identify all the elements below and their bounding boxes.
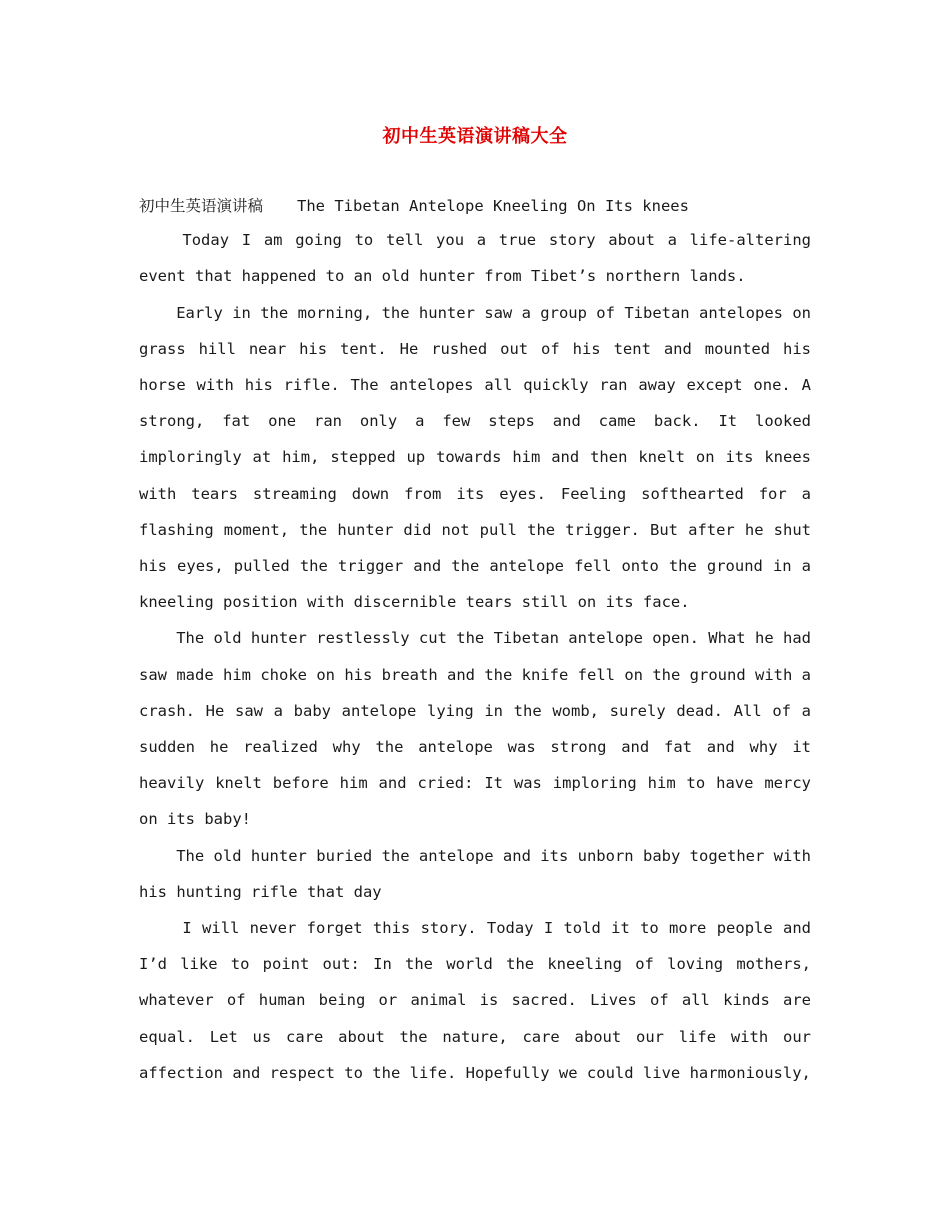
speech-heading-english: The Tibetan Antelope Kneeling On Its knees [297,197,689,215]
paragraph-2: Early in the morning, the hunter saw a group of Tibetan antelopes on grass hill near his tent. He rushed out of his tent and mounted his horse with his rifle. The antelopes all quickly ran away except one. A strong, fat one ran only a few steps and came back. It looked imploringly at him, stepped up towards him and then knelt on its knees with tears streaming down from its eyes. Feeling softhearted for a flashing moment, the hunter did not pull the trigger. But after he shut his eyes, pulled the trigger and the antelope fell onto the ground in a kneeling position with discernible tears still on its face. [139,303,811,612]
document-title: 初中生英语演讲稿大全 [382,126,568,147]
document-body [139,188,811,1091]
paragraph-3: The old hunter restlessly cut the Tibetan antelope open. What he had saw made him choke on his breath and the knife fell on the ground with a crash. He saw a baby antelope lying in the womb, surely dead. All of a sudden he realized why the antelope was strong and fat and why it heavily knelt before him and cried: It was imploring him to have mercy on its baby! [139,629,811,829]
paragraph-5: I will never forget this story. Today I told it to more people and I’d like to point out: In the world the kneeling of loving mothers, whatever of human being or animal is sacred. Lives of all kinds are equal. Let us care about the nature, care about our life with our affection and respect to the life. Hopefully we could live harmoniously, [139,919,811,1082]
paragraph-4: The old hunter buried the antelope and its unborn baby together with his hunting rifle that day [139,846,811,901]
paragraph-1: Today I am going to tell you a true story about a life-altering event that happened to an old hunter from Tibet’s northern lands. [139,231,811,286]
speech-heading [139,188,811,224]
speech-heading-chinese: 初中生英语演讲稿 [139,197,264,215]
